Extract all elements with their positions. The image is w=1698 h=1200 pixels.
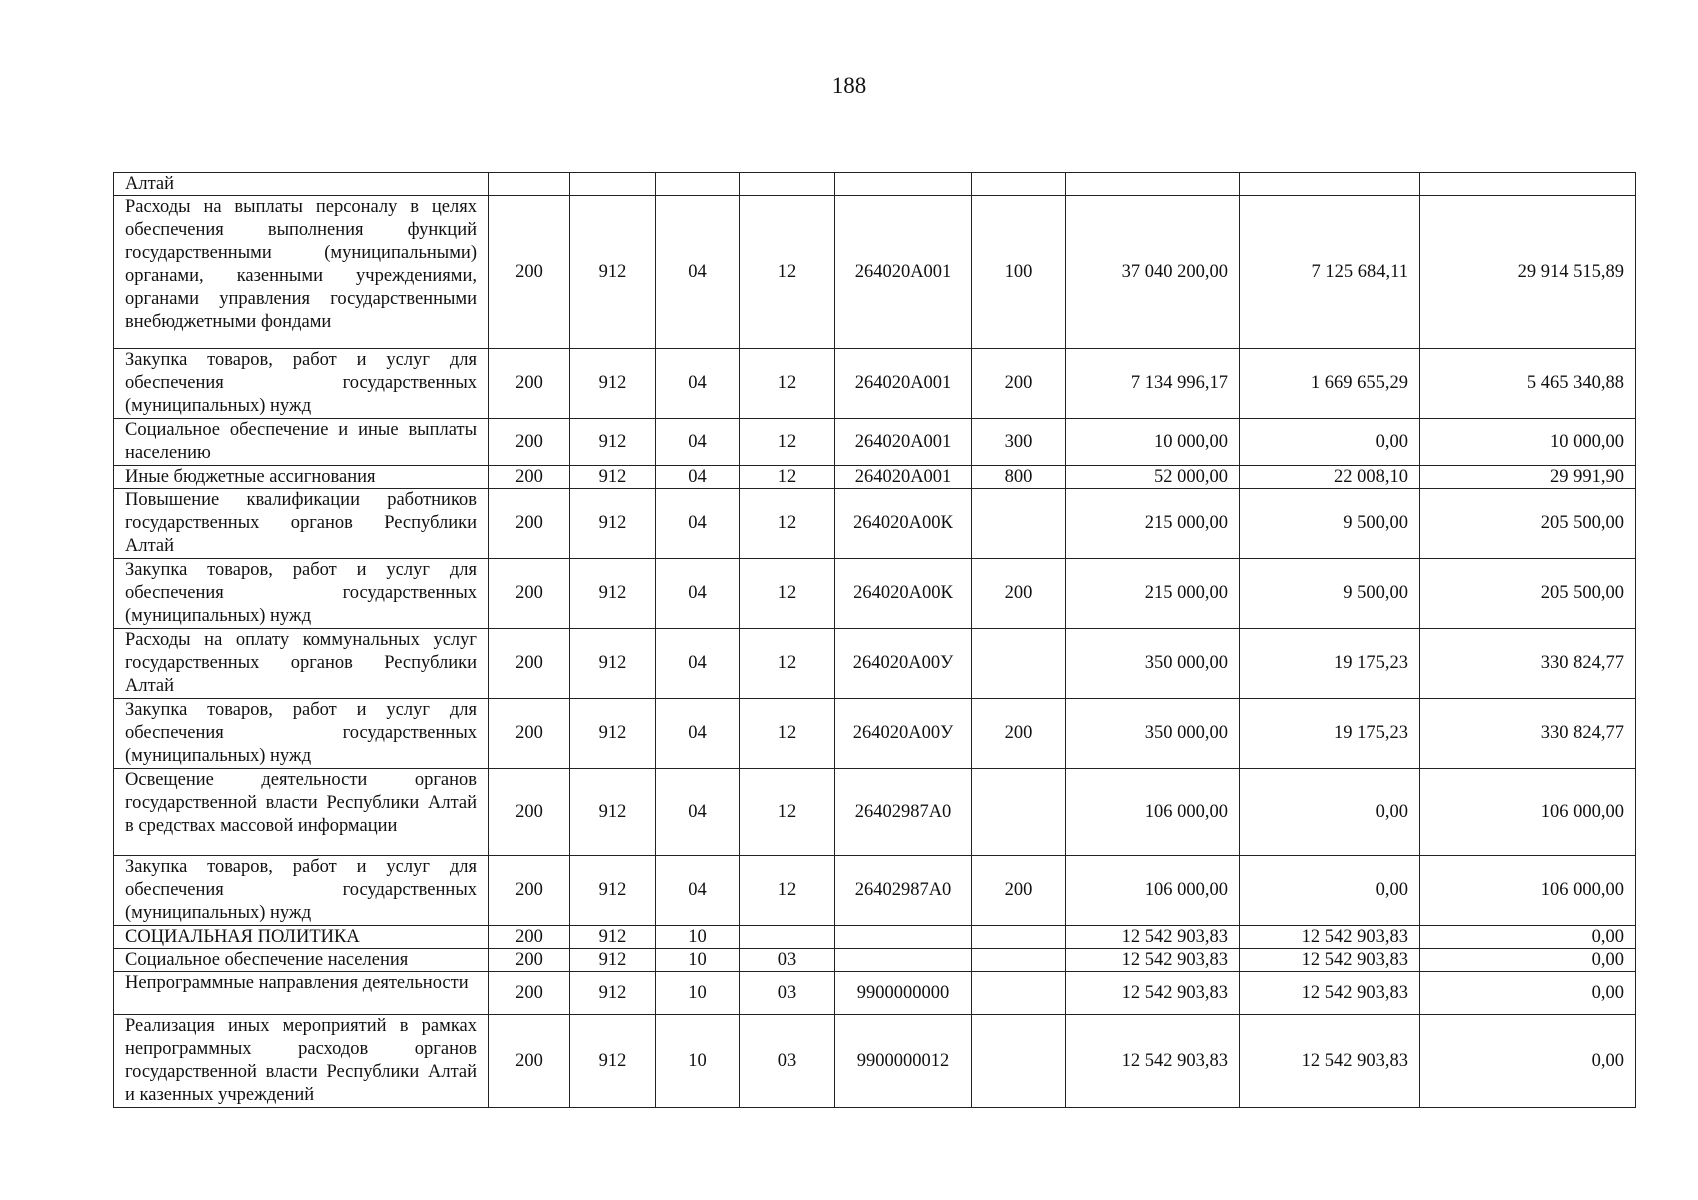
cell-description: Расходы на оплату коммунальных услуг государственных органов Республики Алтай (114, 629, 489, 699)
budget-table (113, 172, 1636, 1108)
cell-ministry-code: 200 (489, 1015, 570, 1108)
cell-expense-type: 200 (972, 699, 1066, 769)
cell-section-code: 04 (656, 466, 740, 489)
cell-target-article: 9900000012 (835, 1015, 972, 1108)
cell-remaining-amount: 106 000,00 (1420, 769, 1636, 856)
cell-ministry-code: 200 (489, 196, 570, 349)
cell-section-code: 04 (656, 419, 740, 466)
cell-expense-type (972, 489, 1066, 559)
cell-ministry-code: 200 (489, 349, 570, 419)
cell-subsection-code: 12 (740, 349, 835, 419)
cell-description: Расходы на выплаты персоналу в целях обеспечения выполнения функций государственными (муниципальными) органами, казенными учреждениями, органами управления государственными внебюджетными фондами (114, 196, 489, 349)
cell-subsection-code (740, 173, 835, 196)
table-row (114, 466, 1636, 489)
table-row (114, 1015, 1636, 1108)
page-number: 188 (831, 73, 867, 98)
cell-executed-amount: 12 542 903,83 (1240, 972, 1420, 1015)
cell-expense-type (972, 769, 1066, 856)
cell-department-code: 912 (570, 559, 656, 629)
table-body (114, 173, 1636, 1108)
cell-remaining-amount: 205 500,00 (1420, 489, 1636, 559)
cell-target-article (835, 173, 972, 196)
cell-approved-amount: 12 542 903,83 (1066, 972, 1240, 1015)
cell-ministry-code: 200 (489, 419, 570, 466)
cell-remaining-amount (1420, 173, 1636, 196)
cell-target-article: 9900000000 (835, 972, 972, 1015)
cell-approved-amount: 215 000,00 (1066, 489, 1240, 559)
cell-target-article: 264020А00К (835, 559, 972, 629)
cell-subsection-code: 12 (740, 629, 835, 699)
cell-section-code: 04 (656, 196, 740, 349)
cell-section-code: 10 (656, 926, 740, 949)
cell-expense-type (972, 1015, 1066, 1108)
cell-remaining-amount: 0,00 (1420, 1015, 1636, 1108)
cell-approved-amount: 7 134 996,17 (1066, 349, 1240, 419)
cell-subsection-code: 12 (740, 196, 835, 349)
cell-description: Повышение квалификации работников государственных органов Республики Алтай (114, 489, 489, 559)
cell-ministry-code: 200 (489, 769, 570, 856)
cell-description: Реализация иных мероприятий в рамках непрограммных расходов органов государственной власти Республики Алтай и казенных учреждений (114, 1015, 489, 1108)
cell-executed-amount: 9 500,00 (1240, 559, 1420, 629)
cell-description: Закупка товаров, работ и услуг для обеспечения государственных (муниципальных) нужд (114, 349, 489, 419)
cell-approved-amount (1066, 173, 1240, 196)
cell-subsection-code: 12 (740, 489, 835, 559)
cell-remaining-amount: 29 991,90 (1420, 466, 1636, 489)
cell-approved-amount: 52 000,00 (1066, 466, 1240, 489)
cell-subsection-code (740, 926, 835, 949)
cell-approved-amount: 37 040 200,00 (1066, 196, 1240, 349)
cell-expense-type: 200 (972, 856, 1066, 926)
cell-subsection-code: 03 (740, 1015, 835, 1108)
cell-section-code: 04 (656, 856, 740, 926)
cell-remaining-amount: 106 000,00 (1420, 856, 1636, 926)
cell-subsection-code: 03 (740, 949, 835, 972)
cell-target-article: 26402987А0 (835, 856, 972, 926)
cell-approved-amount: 215 000,00 (1066, 559, 1240, 629)
cell-subsection-code: 12 (740, 856, 835, 926)
cell-department-code: 912 (570, 949, 656, 972)
cell-ministry-code: 200 (489, 559, 570, 629)
cell-remaining-amount: 0,00 (1420, 972, 1636, 1015)
cell-department-code: 912 (570, 769, 656, 856)
cell-executed-amount: 22 008,10 (1240, 466, 1420, 489)
table-row (114, 349, 1636, 419)
cell-target-article: 264020А00У (835, 629, 972, 699)
cell-subsection-code: 12 (740, 466, 835, 489)
cell-ministry-code: 200 (489, 972, 570, 1015)
cell-executed-amount (1240, 173, 1420, 196)
cell-approved-amount: 10 000,00 (1066, 419, 1240, 466)
cell-subsection-code: 03 (740, 972, 835, 1015)
table-row (114, 489, 1636, 559)
cell-department-code: 912 (570, 856, 656, 926)
cell-executed-amount: 0,00 (1240, 419, 1420, 466)
cell-expense-type: 200 (972, 559, 1066, 629)
cell-department-code: 912 (570, 926, 656, 949)
cell-section-code: 04 (656, 769, 740, 856)
cell-target-article: 264020А001 (835, 196, 972, 349)
cell-department-code: 912 (570, 699, 656, 769)
cell-expense-type (972, 949, 1066, 972)
cell-department-code: 912 (570, 972, 656, 1015)
cell-approved-amount: 12 542 903,83 (1066, 1015, 1240, 1108)
cell-section-code: 10 (656, 972, 740, 1015)
cell-remaining-amount: 0,00 (1420, 949, 1636, 972)
cell-executed-amount: 0,00 (1240, 856, 1420, 926)
cell-department-code: 912 (570, 489, 656, 559)
cell-department-code: 912 (570, 629, 656, 699)
cell-subsection-code: 12 (740, 559, 835, 629)
cell-department-code: 912 (570, 349, 656, 419)
cell-description: Освещение деятельности органов государственной власти Республики Алтай в средствах массовой информации (114, 769, 489, 856)
cell-expense-type (972, 926, 1066, 949)
cell-approved-amount: 106 000,00 (1066, 769, 1240, 856)
cell-section-code: 04 (656, 629, 740, 699)
cell-description: Алтай (114, 173, 489, 196)
cell-target-article (835, 949, 972, 972)
cell-description: Закупка товаров, работ и услуг для обеспечения государственных (муниципальных) нужд (114, 856, 489, 926)
cell-executed-amount: 12 542 903,83 (1240, 949, 1420, 972)
table-row (114, 559, 1636, 629)
cell-department-code: 912 (570, 419, 656, 466)
cell-subsection-code: 12 (740, 699, 835, 769)
cell-section-code: 04 (656, 699, 740, 769)
cell-executed-amount: 1 669 655,29 (1240, 349, 1420, 419)
table-row (114, 926, 1636, 949)
cell-remaining-amount: 330 824,77 (1420, 629, 1636, 699)
cell-expense-type (972, 972, 1066, 1015)
cell-subsection-code: 12 (740, 769, 835, 856)
table-row (114, 972, 1636, 1015)
cell-ministry-code: 200 (489, 629, 570, 699)
cell-department-code: 912 (570, 466, 656, 489)
cell-approved-amount: 350 000,00 (1066, 629, 1240, 699)
cell-expense-type: 200 (972, 349, 1066, 419)
table-row (114, 629, 1636, 699)
cell-section-code: 04 (656, 349, 740, 419)
cell-executed-amount: 12 542 903,83 (1240, 926, 1420, 949)
cell-description: Иные бюджетные ассигнования (114, 466, 489, 489)
cell-section-code: 10 (656, 1015, 740, 1108)
cell-ministry-code (489, 173, 570, 196)
cell-target-article: 264020А00У (835, 699, 972, 769)
table-row (114, 856, 1636, 926)
cell-executed-amount: 0,00 (1240, 769, 1420, 856)
cell-section-code: 10 (656, 949, 740, 972)
cell-target-article: 264020А00К (835, 489, 972, 559)
cell-remaining-amount: 10 000,00 (1420, 419, 1636, 466)
table-row (114, 419, 1636, 466)
cell-target-article: 26402987А0 (835, 769, 972, 856)
cell-section-code: 04 (656, 559, 740, 629)
cell-ministry-code: 200 (489, 699, 570, 769)
cell-executed-amount: 12 542 903,83 (1240, 1015, 1420, 1108)
cell-executed-amount: 7 125 684,11 (1240, 196, 1420, 349)
cell-target-article: 264020А001 (835, 419, 972, 466)
cell-description: Социальное обеспечение населения (114, 949, 489, 972)
table-row (114, 173, 1636, 196)
cell-target-article (835, 926, 972, 949)
cell-ministry-code: 200 (489, 466, 570, 489)
cell-approved-amount: 12 542 903,83 (1066, 926, 1240, 949)
cell-expense-type: 300 (972, 419, 1066, 466)
cell-ministry-code: 200 (489, 949, 570, 972)
cell-expense-type (972, 173, 1066, 196)
table-row (114, 949, 1636, 972)
cell-approved-amount: 350 000,00 (1066, 699, 1240, 769)
cell-department-code: 912 (570, 196, 656, 349)
cell-description: Закупка товаров, работ и услуг для обеспечения государственных (муниципальных) нужд (114, 559, 489, 629)
cell-remaining-amount: 330 824,77 (1420, 699, 1636, 769)
cell-expense-type (972, 629, 1066, 699)
cell-ministry-code: 200 (489, 489, 570, 559)
table-row (114, 769, 1636, 856)
cell-section-code: 04 (656, 489, 740, 559)
cell-executed-amount: 9 500,00 (1240, 489, 1420, 559)
cell-target-article: 264020А001 (835, 466, 972, 489)
cell-remaining-amount: 29 914 515,89 (1420, 196, 1636, 349)
cell-subsection-code: 12 (740, 419, 835, 466)
cell-remaining-amount: 205 500,00 (1420, 559, 1636, 629)
cell-executed-amount: 19 175,23 (1240, 629, 1420, 699)
cell-department-code: 912 (570, 1015, 656, 1108)
cell-section-code (656, 173, 740, 196)
cell-remaining-amount: 5 465 340,88 (1420, 349, 1636, 419)
cell-ministry-code: 200 (489, 856, 570, 926)
table-row (114, 196, 1636, 349)
cell-remaining-amount: 0,00 (1420, 926, 1636, 949)
cell-approved-amount: 12 542 903,83 (1066, 949, 1240, 972)
cell-ministry-code: 200 (489, 926, 570, 949)
cell-expense-type: 800 (972, 466, 1066, 489)
cell-target-article: 264020А001 (835, 349, 972, 419)
cell-expense-type: 100 (972, 196, 1066, 349)
table-row (114, 699, 1636, 769)
cell-description: Закупка товаров, работ и услуг для обеспечения государственных (муниципальных) нужд (114, 699, 489, 769)
cell-executed-amount: 19 175,23 (1240, 699, 1420, 769)
cell-description: Непрограммные направления деятельности (114, 972, 489, 1015)
cell-approved-amount: 106 000,00 (1066, 856, 1240, 926)
cell-description: Социальное обеспечение и иные выплаты населению (114, 419, 489, 466)
cell-description: СОЦИАЛЬНАЯ ПОЛИТИКА (114, 926, 489, 949)
cell-department-code (570, 173, 656, 196)
